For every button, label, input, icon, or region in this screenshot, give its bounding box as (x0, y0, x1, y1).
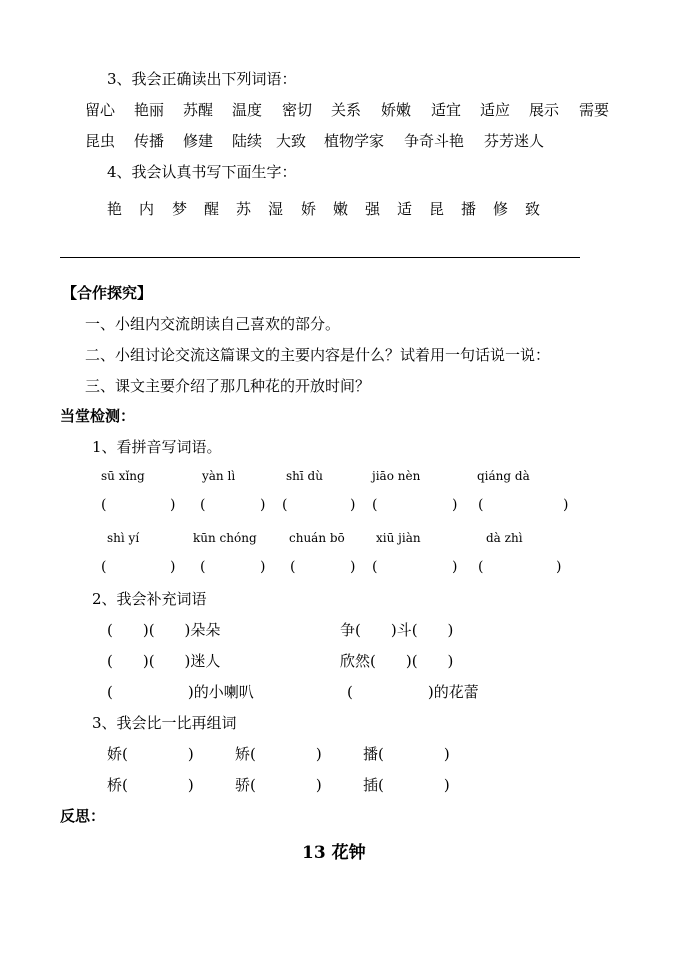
compare-heading: 3、我会比一比再组词 (92, 714, 237, 732)
pinyin: jiāo nèn (372, 469, 421, 483)
answer-paren: ) (170, 497, 176, 513)
char: 梦 (172, 200, 188, 218)
pinyin: kūn chóng (193, 531, 257, 545)
divider-line (60, 257, 580, 258)
cooperate-item-3: 三、课文主要介绍了那几种花的开放时间？ (85, 377, 371, 395)
answer-paren: ) (350, 559, 356, 575)
word: 适宜 (431, 101, 462, 119)
pinyin: shì yí (107, 531, 140, 545)
answer-paren: ) (170, 559, 176, 575)
char: 强 (365, 200, 381, 218)
answer-paren: ( (372, 497, 378, 513)
word: 昆虫 (85, 132, 116, 150)
pinyin: yàn lì (202, 469, 236, 483)
pinyin: xiū jiàn (376, 531, 421, 545)
word: 争奇斗艳 (404, 132, 465, 150)
read-heading: 3、我会正确读出下列词语： (107, 70, 297, 88)
test-heading: 当堂检测： (60, 407, 136, 425)
word: 陆续 (232, 132, 263, 150)
char: 湿 (268, 200, 284, 218)
answer-paren: ) (563, 497, 569, 513)
write-heading: 4、我会认真书写下面生字： (107, 163, 297, 181)
char: 娇 (301, 200, 317, 218)
char: 昆 (429, 200, 445, 218)
supplement-heading: 2、我会补充词语 (92, 590, 207, 608)
word: 关系 (331, 101, 362, 119)
word: 芬芳迷人 (484, 132, 545, 150)
char: 艳 (107, 200, 123, 218)
answer-paren: ) (452, 559, 458, 575)
answer-paren: ( (372, 559, 378, 575)
answer-paren: ( (200, 559, 206, 575)
pinyin: chuán bō (289, 531, 345, 545)
word: 植物学家 (324, 132, 385, 150)
pinyin: qiáng dà (477, 469, 530, 483)
reflection-label: 反思： (60, 807, 106, 825)
word: 需要 (579, 101, 610, 119)
supplement-item: ( )的花蕾 (347, 683, 479, 701)
word: 适应 (480, 101, 511, 119)
word: 修建 (183, 132, 214, 150)
word: 艳丽 (134, 101, 165, 119)
word: 密切 (282, 101, 313, 119)
word: 展示 (529, 101, 560, 119)
char: 致 (525, 200, 541, 218)
char: 适 (397, 200, 413, 218)
answer-paren: ( (282, 497, 288, 513)
lesson-title: 13 花钟 (302, 843, 366, 863)
answer-paren: ( (101, 497, 107, 513)
word: 传播 (134, 132, 165, 150)
compare-item: 矫( ) (235, 745, 322, 763)
answer-paren: ) (452, 497, 458, 513)
cooperate-item-1: 一、小组内交流朗读自己喜欢的部分。 (85, 315, 341, 333)
supplement-item: 欣然( )( ) (340, 652, 454, 670)
pinyin: dà zhì (486, 531, 523, 545)
answer-paren: ( (200, 497, 206, 513)
cooperate-heading: 【合作探究】 (62, 284, 153, 302)
answer-paren: ) (260, 559, 266, 575)
compare-item: 播( ) (363, 745, 450, 763)
char: 修 (493, 200, 509, 218)
supplement-item: ( )( )迷人 (107, 652, 221, 670)
pinyin: shī dù (286, 469, 323, 483)
answer-paren: ) (556, 559, 562, 575)
word: 苏醒 (183, 101, 214, 119)
char: 嫩 (333, 200, 349, 218)
compare-item: 桥( ) (107, 776, 194, 794)
compare-item: 娇( ) (107, 745, 194, 763)
compare-item: 插( ) (363, 776, 450, 794)
char: 播 (461, 200, 477, 218)
answer-paren: ( (290, 559, 296, 575)
cooperate-item-2: 二、小组讨论交流这篇课文的主要内容是什么？试着用一句话说一说： (85, 346, 551, 364)
compare-item: 骄( ) (235, 776, 322, 794)
char: 醒 (204, 200, 220, 218)
answer-paren: ( (478, 497, 484, 513)
answer-paren: ) (260, 497, 266, 513)
supplement-item: ( )( )朵朵 (107, 621, 221, 639)
word: 大致 (276, 132, 307, 150)
pinyin-heading: 1、看拼音写词语。 (92, 438, 222, 456)
answer-paren: ) (350, 497, 356, 513)
answer-paren: ( (101, 559, 107, 575)
pinyin: sū xǐng (101, 469, 145, 483)
supplement-item: 争( )斗( ) (340, 621, 454, 639)
char: 苏 (236, 200, 252, 218)
word: 留心 (85, 101, 116, 119)
word: 温度 (232, 101, 263, 119)
word: 娇嫩 (381, 101, 412, 119)
answer-paren: ( (478, 559, 484, 575)
char: 内 (139, 200, 155, 218)
supplement-item: ( )的小喇叭 (107, 683, 254, 701)
